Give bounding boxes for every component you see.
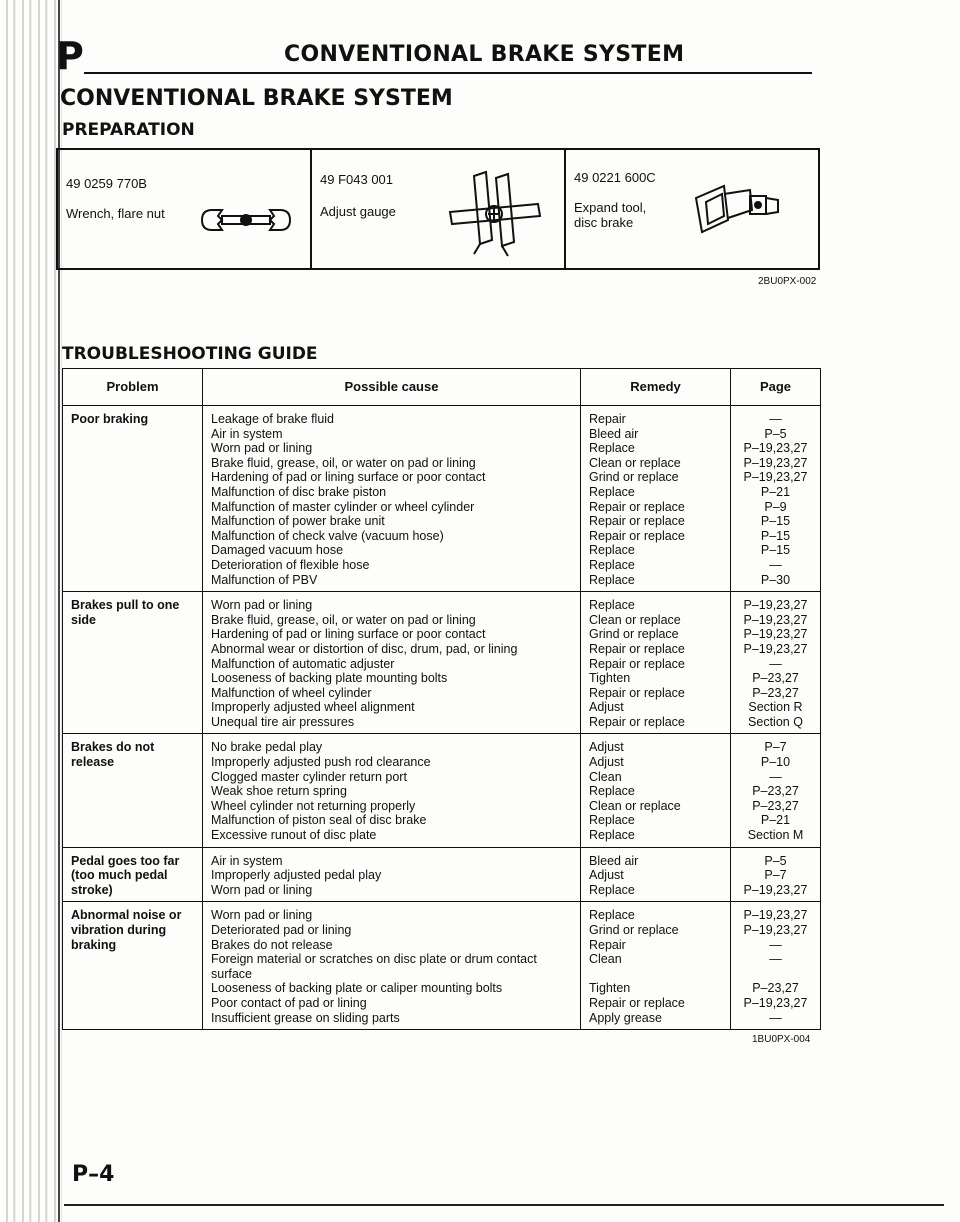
page-ref: — bbox=[769, 769, 782, 784]
problem-cell: Brakes do not release bbox=[63, 734, 203, 847]
page-ref: P–19,23,27 bbox=[743, 441, 808, 456]
remedy-line: Repair or replace bbox=[589, 641, 685, 656]
cause-cell bbox=[203, 406, 581, 592]
tool-name: Adjust gauge bbox=[320, 204, 396, 219]
page-ref: P–7 bbox=[764, 868, 787, 883]
page-ref: P–10 bbox=[760, 755, 791, 770]
page-ref: P–5 bbox=[764, 426, 787, 441]
remedy-line: Repair bbox=[589, 937, 626, 952]
section-letter: P bbox=[56, 34, 84, 78]
remedy-line: Replace bbox=[589, 484, 635, 499]
table-row bbox=[63, 902, 821, 1030]
page-ref: P–15 bbox=[760, 543, 791, 558]
page-ref: — bbox=[769, 557, 782, 572]
problem-cell: Poor braking bbox=[63, 406, 203, 592]
remedy-line: Grind or replace bbox=[589, 470, 679, 485]
cause-line: Malfunction of check valve (vacuum hose) bbox=[211, 528, 444, 543]
remedy-line: Repair or replace bbox=[589, 714, 685, 729]
remedy-line: Replace bbox=[589, 441, 635, 456]
remedy-line: Repair or replace bbox=[589, 995, 685, 1010]
cause-line: Improperly adjusted pedal play bbox=[211, 868, 382, 883]
remedy-line: Clean bbox=[589, 769, 622, 784]
cause-line: Malfunction of piston seal of disc brake bbox=[211, 813, 427, 828]
remedy-line bbox=[589, 967, 722, 982]
cause-line: Leakage of brake fluid bbox=[211, 412, 335, 426]
remedy-line: Replace bbox=[589, 598, 635, 613]
header-rule bbox=[84, 72, 812, 74]
tool-number: 49 F043 001 bbox=[320, 172, 394, 187]
flare-nut-wrench-icon bbox=[198, 206, 294, 234]
remedy-line: Replace bbox=[589, 572, 635, 587]
page-cell bbox=[731, 847, 821, 902]
page-ref: P–19,23,27 bbox=[743, 882, 808, 897]
page-ref: P–19,23,27 bbox=[743, 598, 808, 613]
cause-line: Brake fluid, grease, oil, or water on pad or lining bbox=[211, 612, 476, 627]
cause-line: Wheel cylinder not returning properly bbox=[211, 798, 416, 813]
column-header: Possible cause bbox=[203, 369, 581, 406]
page-cell bbox=[731, 734, 821, 847]
page-ref: P–9 bbox=[764, 499, 787, 514]
cause-line: Malfunction of wheel cylinder bbox=[211, 685, 372, 700]
figure-code: 2BU0PX-002 bbox=[758, 276, 817, 287]
cause-line: Worn pad or lining bbox=[211, 908, 313, 923]
cause-line: Malfunction of disc brake piston bbox=[211, 484, 387, 499]
cause-line: Worn pad or lining bbox=[211, 598, 313, 613]
remedy-line: Grind or replace bbox=[589, 627, 679, 642]
remedy-line: Tighten bbox=[589, 671, 631, 686]
remedy-line: Apply grease bbox=[589, 1010, 662, 1025]
cause-line: Malfunction of master cylinder or wheel cylinder bbox=[211, 499, 475, 514]
remedy-cell bbox=[581, 847, 731, 902]
troubleshooting-table bbox=[62, 368, 821, 1030]
page-ref: Section Q bbox=[748, 714, 803, 729]
page-ref: — bbox=[769, 1010, 782, 1025]
cause-line: Malfunction of PBV bbox=[211, 572, 318, 587]
page-ref: P–19,23,27 bbox=[743, 908, 808, 923]
remedy-line: Repair or replace bbox=[589, 514, 685, 529]
cause-cell bbox=[203, 847, 581, 902]
remedy-cell bbox=[581, 902, 731, 1030]
cause-line: surface bbox=[211, 966, 252, 981]
figure-code: 1BU0PX-004 bbox=[752, 1034, 811, 1045]
cause-cell bbox=[203, 734, 581, 847]
remedy-line: Clean or replace bbox=[589, 798, 681, 813]
remedy-line: Replace bbox=[589, 543, 635, 558]
cause-line: Worn pad or lining bbox=[211, 882, 313, 897]
remedy-line: Repair or replace bbox=[589, 499, 685, 514]
cause-line: Malfunction of automatic adjuster bbox=[211, 656, 395, 671]
cause-line: Poor contact of pad or lining bbox=[211, 995, 367, 1010]
remedy-cell bbox=[581, 592, 731, 734]
page-title: CONVENTIONAL BRAKE SYSTEM bbox=[60, 86, 453, 111]
problem-cell: Brakes pull to one side bbox=[63, 592, 203, 734]
cause-line: Air in system bbox=[211, 853, 283, 868]
page-ref: P–5 bbox=[764, 853, 787, 868]
page-ref: P–15 bbox=[760, 528, 791, 543]
table-row bbox=[63, 847, 821, 902]
remedy-line: Replace bbox=[589, 784, 635, 799]
remedy-cell bbox=[581, 734, 731, 847]
page-ref: P–19,23,27 bbox=[743, 923, 808, 937]
remedy-line: Bleed air bbox=[589, 853, 639, 868]
page-ref: P–23,27 bbox=[752, 671, 799, 686]
remedy-line: Replace bbox=[589, 882, 635, 897]
cause-line: Hardening of pad or lining surface or poor contact bbox=[211, 627, 486, 642]
page-cell bbox=[731, 406, 821, 592]
page-ref: P–19,23,27 bbox=[743, 612, 808, 627]
page-ref: — bbox=[769, 656, 782, 671]
page-cell bbox=[731, 902, 821, 1030]
remedy-line: Adjust bbox=[589, 868, 624, 883]
cause-cell bbox=[203, 592, 581, 734]
cause-line: Looseness of backing plate or caliper mounting bolts bbox=[211, 981, 503, 996]
cause-line: Malfunction of power brake unit bbox=[211, 514, 385, 529]
cause-line: Foreign material or scratches on disc plate or drum contact bbox=[211, 952, 537, 967]
table-row bbox=[63, 406, 821, 592]
cause-line: Abnormal wear or distortion of disc, drum, pad, or lining bbox=[211, 641, 518, 656]
remedy-line: Replace bbox=[589, 908, 635, 923]
page-ref: — bbox=[769, 412, 782, 426]
remedy-line: Clean bbox=[589, 952, 622, 967]
remedy-line: Grind or replace bbox=[589, 923, 679, 937]
page-ref: P–23,27 bbox=[752, 798, 799, 813]
page-ref: Section R bbox=[748, 700, 803, 715]
cause-line: No brake pedal play bbox=[211, 740, 323, 755]
remedy-line: Repair or replace bbox=[589, 528, 685, 543]
tool-number: 49 0221 600C bbox=[574, 170, 656, 185]
tool-number: 49 0259 770B bbox=[66, 176, 147, 191]
page-ref: P–23,27 bbox=[752, 685, 799, 700]
page-ref: P–7 bbox=[764, 740, 787, 755]
cause-line: Brakes do not release bbox=[211, 937, 333, 952]
remedy-cell bbox=[581, 406, 731, 592]
remedy-line: Clean or replace bbox=[589, 612, 681, 627]
tool-cell bbox=[566, 150, 818, 268]
remedy-line: Tighten bbox=[589, 981, 631, 996]
page-ref: P–19,23,27 bbox=[743, 455, 808, 470]
page-ref: — bbox=[769, 937, 782, 952]
header-title: CONVENTIONAL BRAKE SYSTEM bbox=[284, 42, 685, 67]
page-ref: P–19,23,27 bbox=[743, 470, 808, 485]
cause-line: Deteriorated pad or lining bbox=[211, 923, 352, 937]
page-ref: P–30 bbox=[760, 572, 791, 587]
table-row bbox=[63, 734, 821, 847]
page-ref: P–19,23,27 bbox=[743, 627, 808, 642]
column-header: Problem bbox=[63, 369, 203, 406]
remedy-line: Adjust bbox=[589, 700, 624, 715]
cause-line: Improperly adjusted push rod clearance bbox=[211, 755, 431, 770]
special-tools-table bbox=[56, 148, 820, 270]
table-row bbox=[63, 592, 821, 734]
tool-cell bbox=[58, 150, 312, 268]
remedy-line: Clean or replace bbox=[589, 455, 681, 470]
page-ref: P–23,27 bbox=[752, 784, 799, 799]
cause-line: Brake fluid, grease, oil, or water on pad or lining bbox=[211, 455, 476, 470]
cause-line: Worn pad or lining bbox=[211, 441, 313, 456]
remedy-line: Adjust bbox=[589, 755, 624, 770]
page-ref: P–19,23,27 bbox=[743, 995, 808, 1010]
tool-name: Wrench, flare nut bbox=[66, 206, 165, 221]
page-ref: P–19,23,27 bbox=[743, 641, 808, 656]
cause-line: Weak shoe return spring bbox=[211, 784, 347, 799]
page-ref: — bbox=[769, 952, 782, 967]
cause-line: Looseness of backing plate mounting bolts bbox=[211, 671, 448, 686]
page-ref: Section M bbox=[747, 828, 804, 843]
page-ref bbox=[739, 967, 812, 982]
cause-line: Air in system bbox=[211, 426, 283, 441]
cause-line: Insufficient grease on sliding parts bbox=[211, 1010, 400, 1025]
cause-line: Clogged master cylinder return port bbox=[211, 769, 407, 784]
page-ref: P–21 bbox=[760, 813, 791, 828]
remedy-line: Replace bbox=[589, 557, 635, 572]
cause-line: Hardening of pad or lining surface or poor contact bbox=[211, 470, 486, 485]
problem-cell: Pedal goes too far (too much pedal stroke) bbox=[63, 847, 203, 902]
tool-cell bbox=[312, 150, 566, 268]
cause-line: Excessive runout of disc plate bbox=[211, 828, 377, 843]
binding-edge bbox=[0, 0, 62, 1222]
problem-cell: Abnormal noise or vibration during braking bbox=[63, 902, 203, 1030]
page-ref: P–23,27 bbox=[752, 981, 799, 996]
column-header: Remedy bbox=[581, 369, 731, 406]
remedy-line: Bleed air bbox=[589, 426, 639, 441]
preparation-heading: PREPARATION bbox=[62, 120, 195, 140]
cause-line: Damaged vacuum hose bbox=[211, 543, 344, 558]
page-cell bbox=[731, 592, 821, 734]
page-ref: P–15 bbox=[760, 514, 791, 529]
expand-tool-icon bbox=[688, 180, 784, 242]
remedy-line: Replace bbox=[589, 813, 635, 828]
cause-line: Improperly adjusted wheel alignment bbox=[211, 700, 415, 715]
cause-line: Unequal tire air pressures bbox=[211, 714, 355, 729]
tool-name: Expand tool, disc brake bbox=[574, 200, 647, 230]
footer-rule bbox=[64, 1204, 944, 1206]
page-ref: P–21 bbox=[760, 484, 791, 499]
troubleshooting-heading: TROUBLESHOOTING GUIDE bbox=[62, 344, 318, 364]
remedy-line: Repair or replace bbox=[589, 685, 685, 700]
remedy-line: Repair or replace bbox=[589, 656, 685, 671]
remedy-line: Adjust bbox=[589, 740, 624, 755]
cause-line: Deterioration of flexible hose bbox=[211, 557, 370, 572]
cause-cell bbox=[203, 902, 581, 1030]
remedy-line: Replace bbox=[589, 828, 635, 843]
column-header: Page bbox=[731, 369, 821, 406]
table-header-row bbox=[63, 369, 821, 406]
page-number: P–4 bbox=[72, 1162, 115, 1187]
adjust-gauge-icon bbox=[444, 170, 544, 258]
remedy-line: Repair bbox=[589, 412, 626, 426]
